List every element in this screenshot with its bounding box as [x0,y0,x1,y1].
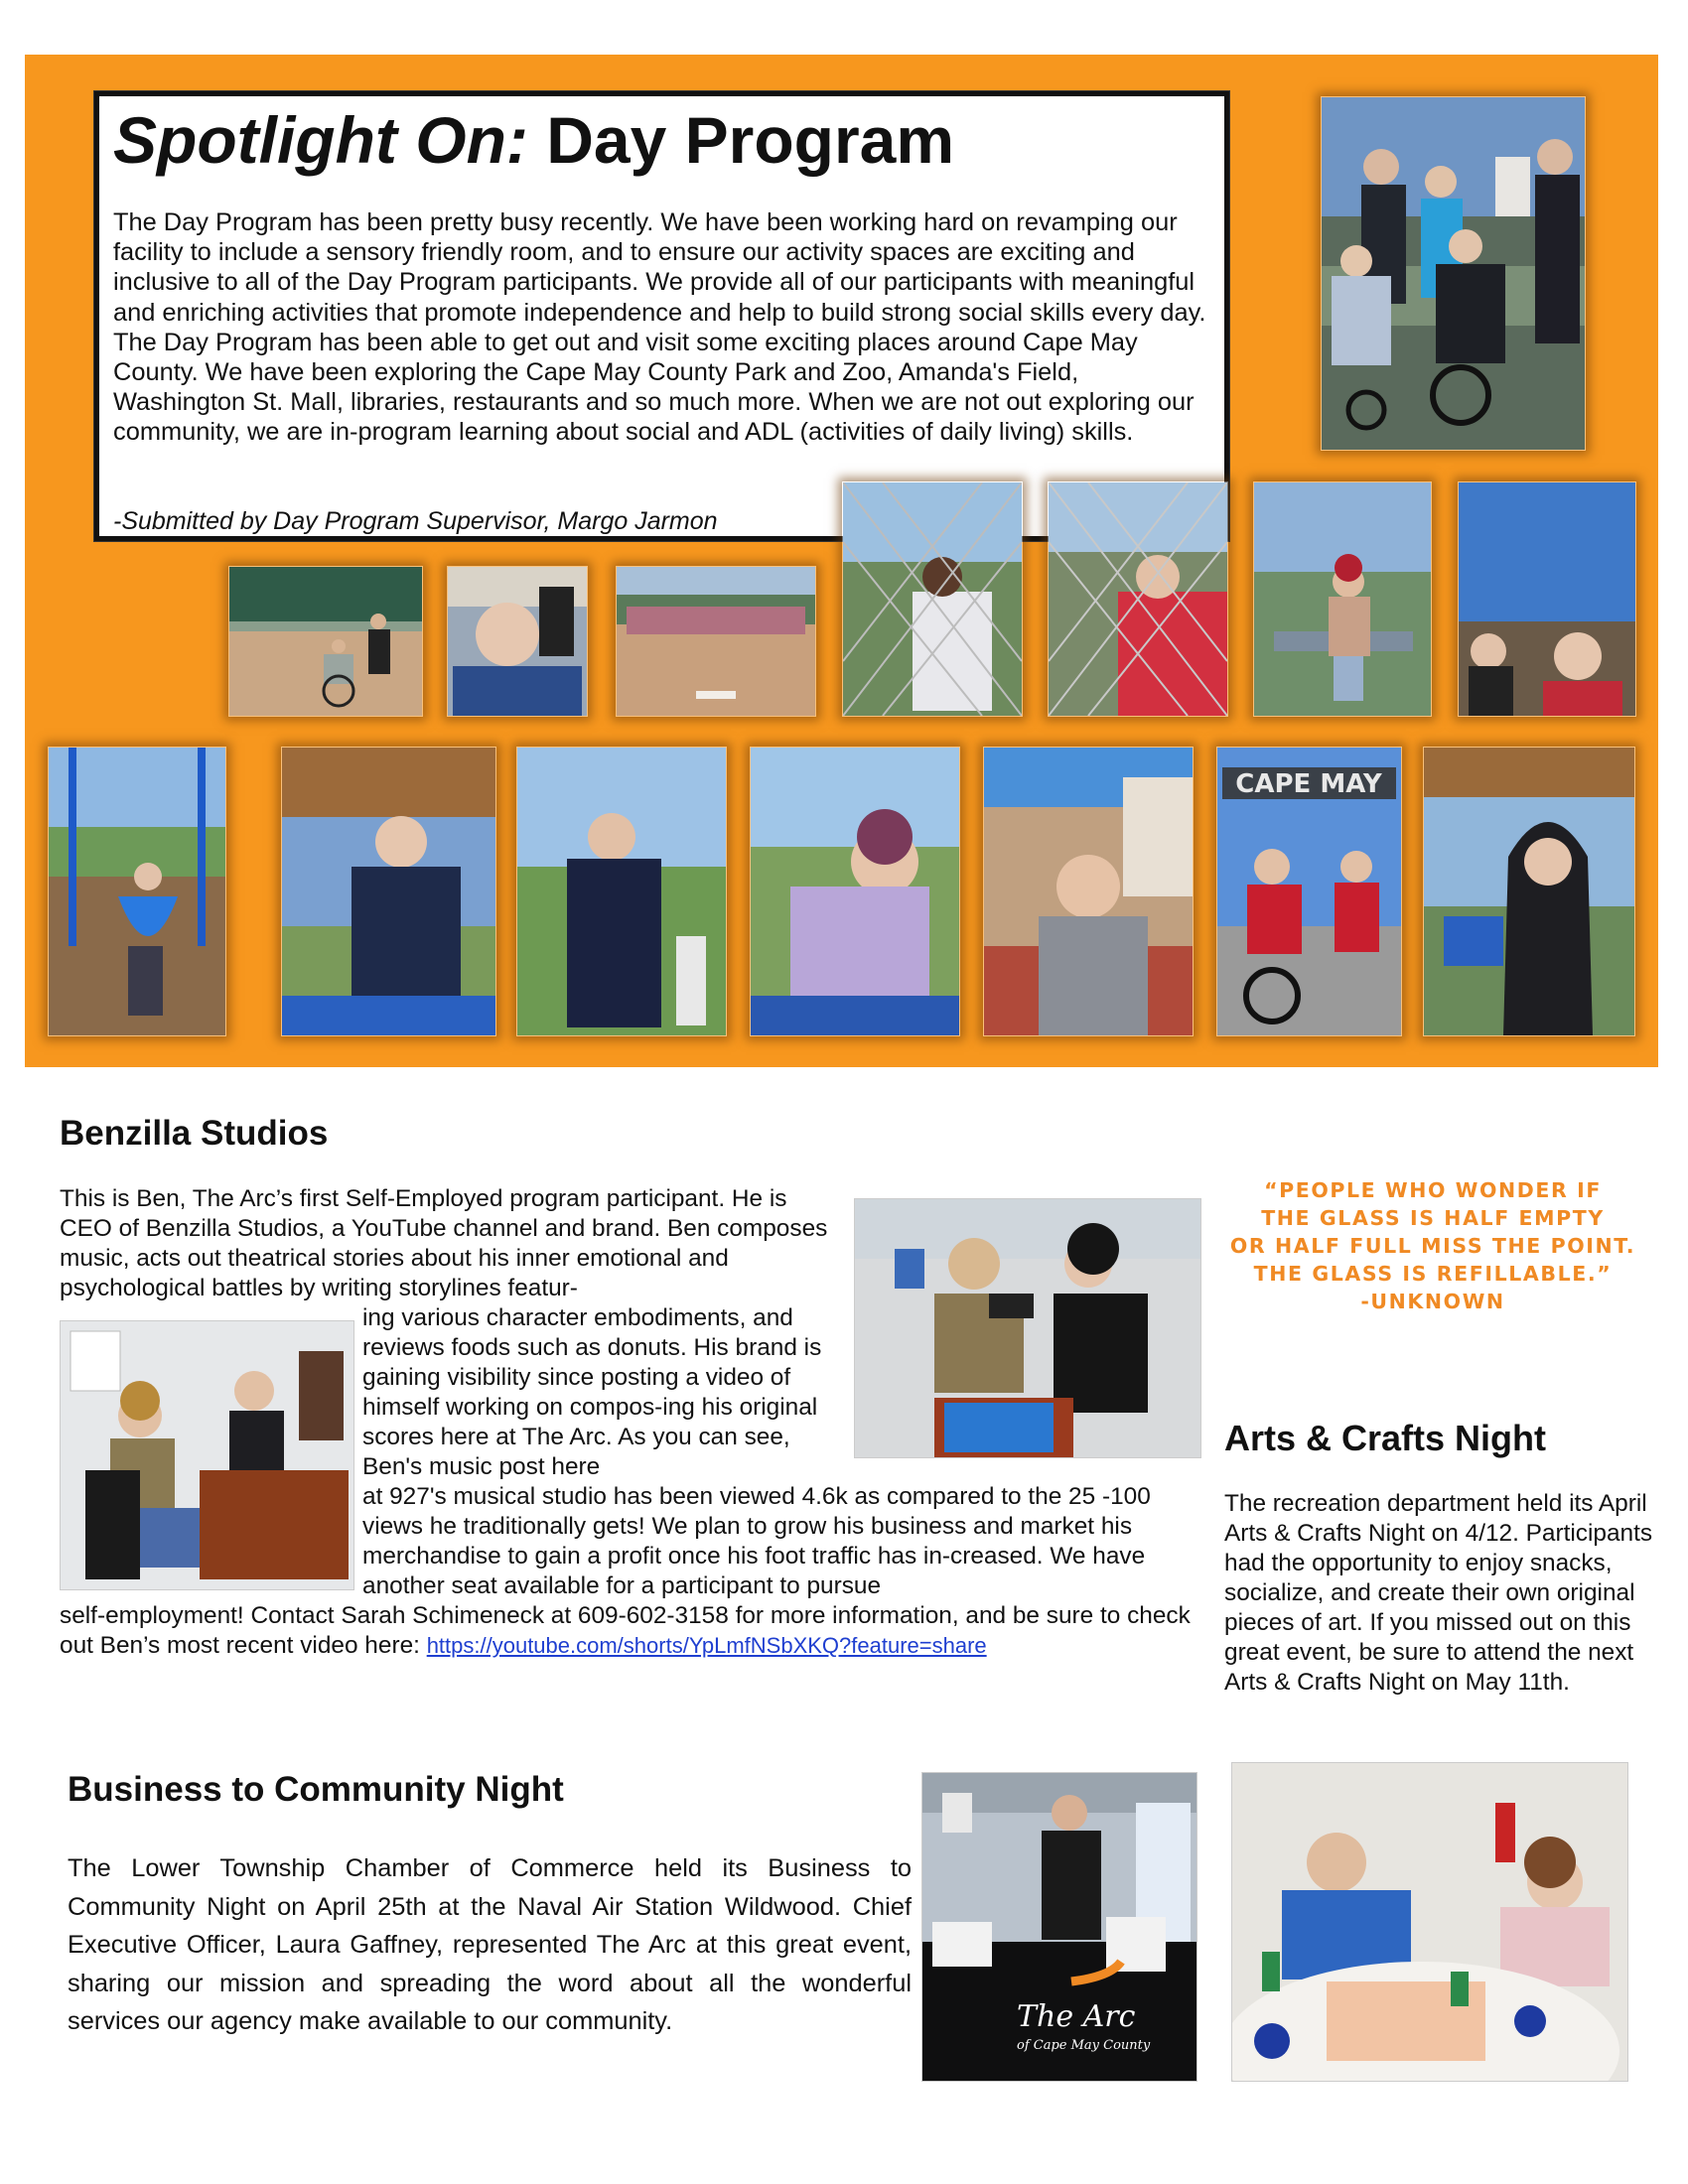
photo-swing [48,747,226,1036]
benzilla-video-link[interactable]: https://youtube.com/shorts/YpLmfNSbXKQ?feature=share [426,1633,987,1658]
photo-smiling-man-indoors [447,566,588,717]
spotlight-credit: -Submitted by Day Program Supervisor, Margo Jarmon [113,507,718,535]
quote-line-4: THE GLASS IS REFILLABLE.” [1253,1262,1613,1286]
photo-ben-interview [854,1198,1201,1458]
quote-line-5: -UNKNOWN [1360,1290,1505,1313]
photo-man-wheelchair-street [983,747,1194,1036]
spotlight-title: Spotlight On: Day Program [113,103,955,177]
quote-line-2: THE GLASS IS HALF EMPTY [1261,1206,1605,1230]
spotlight-body: The Day Program has been pretty busy recently. We have been working hard on revamping our facility to include a sensory friendly room, and to ensure our activity spaces are exciting and inclusive to all of the Day Program participants. We provide all of our participants with meaningful and enriching activities that promote independence and help to build strong social skills every day. The Day Program has been able to get out and visit some exciting places around Cape May County. We have been exploring the Cape May County Park and Zoo, Amanda's Field, Washington St. Mall, libraries, restaurants and so much more. When we are not out exploring our community, we are in-program learning about social and ADL (activities of daily living) skills. [113,208,1206,447]
business-heading: Business to Community Night [68,1770,564,1809]
benzilla-text-mid: ing various character embodiments, and reviews foods such as donuts. His brand is gaining visibility since posting a video of himself working on compos-ing his original scores here at The Arc. As you can see, Ben's music post here [362,1304,822,1480]
quote-line-3: OR HALF FULL MISS THE POINT. [1229,1234,1636,1258]
photo-woman-glasses-smiling [750,747,960,1036]
spotlight-text-box [94,91,1229,541]
photo-woman-on-bleachers [1253,481,1432,717]
arts-text: The recreation department held its April Arts & Crafts Night on 4/12. Participants had the opportunity to enjoy snacks, socialize, and create their own original pieces of art. If you missed out on this great event, be sure to attend the next Arts & Crafts Night on May 11th. [1224,1490,1653,1696]
arts-heading: Arts & Crafts Night [1224,1418,1547,1458]
photo-ben-at-desk [60,1320,354,1590]
booth-banner-sub: of Cape May County [1017,2038,1151,2053]
benzilla-text-wide: at 927's musical studio has been viewed 4.6k as compared to the 25 -100 views he traditionally gets! We plan to grow his business and market his merchandise to gain a profit once his foot traffic has in-creased. We have another seat available for a participant to pursue [362,1483,1151,1599]
photo-ballfield-crowd [616,566,816,717]
quote-line-1: “PEOPLE WHO WONDER IF [1264,1178,1602,1202]
photo-fence-person-1 [842,481,1023,717]
photo-man-hoodie-pavilion [1423,747,1635,1036]
photo-fence-person-2 [1048,481,1228,717]
business-text: The Lower Township Chamber of Commerce held its Business to Community Night on April 25th at the Naval Air Station Wildwood. Chief Executive Officer, Laura Gaffney, represented The Arc at this great event, sharing our mission and spreading the word about all the wonderful services our agency make available to our community. [68,1854,912,2035]
benzilla-text-top: This is Ben, The Arc’s first Self-Employed program participant. He is CEO of Benzilla Studios, a YouTube channel and brand. Ben composes music, acts out theatrical stories about his inner emotional and psychological battles by writing storylines featur- [60,1185,828,1301]
photo-zoo-two-people [1458,481,1636,717]
photo-wheelchair-baseball [228,566,423,717]
benzilla-heading: Benzilla Studios [60,1114,329,1153]
photo-group-outdoors [1321,96,1586,451]
benzilla-text-bottom: self-employment! Contact Sarah Schimeneck at 609-602-3158 for more information, and be sure to check out Ben’s most recent video here: https://youtube.com/shorts/YpLmfNSbXKQ?feature=share [60,1602,1191,1659]
quote-block [1219,1176,1646,1315]
photo-cape-may-sign [1216,747,1402,1036]
photo-man-pavilion [281,747,496,1036]
cape-may-sign-text: CAPE MAY [1235,769,1382,799]
booth-banner-brand: The Arc [1017,1999,1136,2034]
photo-arts-and-crafts [1231,1762,1628,2082]
photo-woman-park [516,747,727,1036]
photo-arc-booth [921,1772,1197,2082]
